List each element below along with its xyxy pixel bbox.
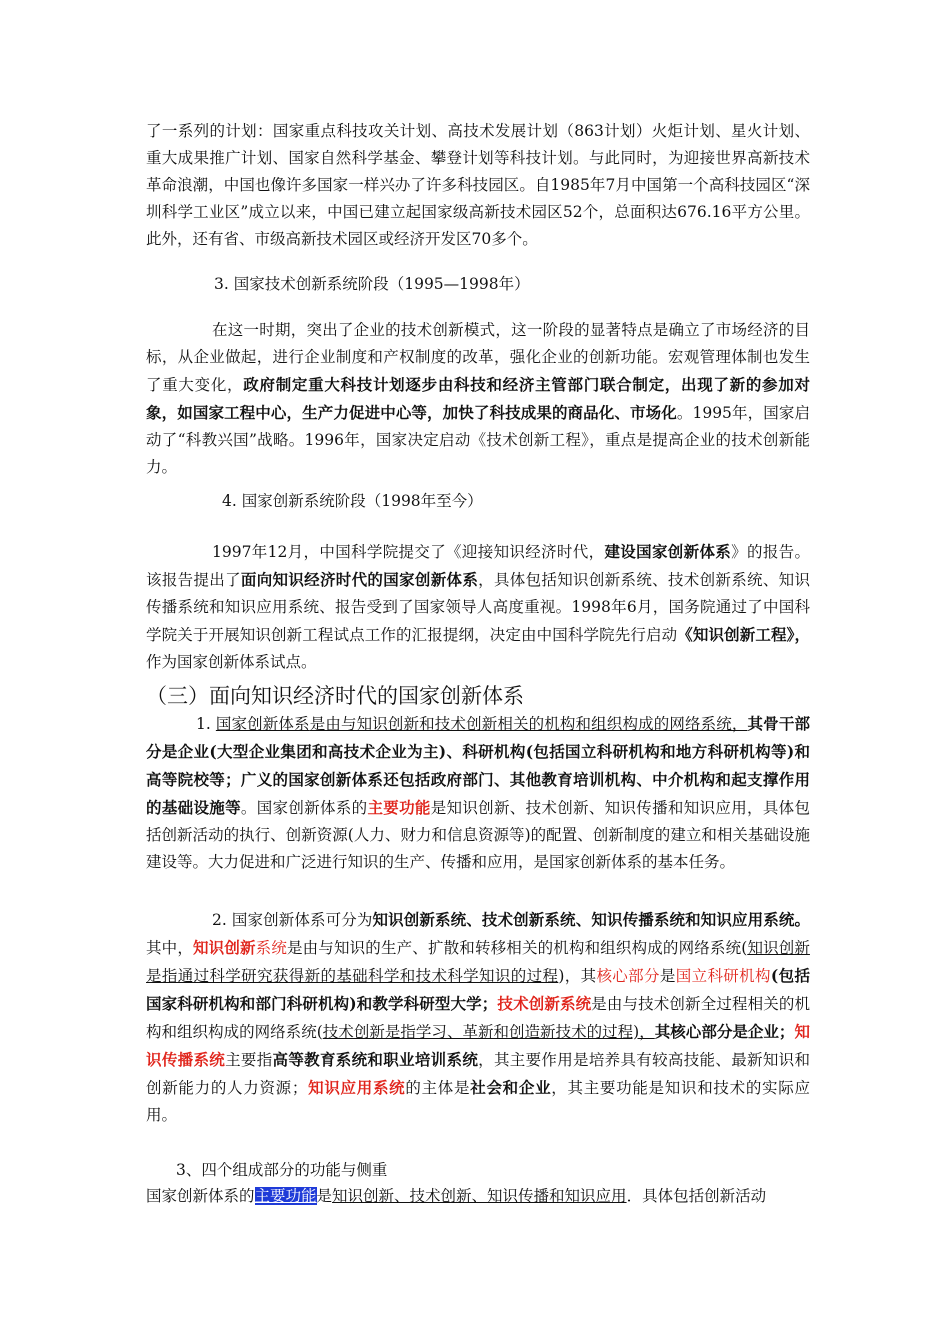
point-2-l: (包括国家科研机构和部门科研机构)和教学科研型大学；	[146, 966, 810, 1013]
paragraph-stage-4	[146, 538, 810, 676]
paragraph-plans	[146, 118, 810, 253]
point-2-o: 技术创新是指学习、革新和创造新技术的过程)，	[322, 1023, 655, 1041]
point-2-d: 知识创新	[193, 938, 256, 957]
point-1-text-a: 是由与知识创新和技术创新相关的机构和组织构成的网络系统，	[309, 715, 748, 733]
point-2-k: 国立科研机构	[675, 967, 771, 985]
stage-3-text-c: 。1995年，国家启动了“科教兴国”战略。1996年，国家决定启动《技术创新工程》，重点是提高企业的技术创新能力。	[146, 404, 810, 476]
point-2-e: 系统	[255, 939, 287, 957]
point-1-red: 主要功能	[367, 798, 431, 817]
stage-4-bold-f: 《知识创新工程》，	[677, 625, 810, 644]
paragraph-point-2	[146, 906, 810, 1129]
heading-point-3-text: 3、四个组成部分的功能与侧重	[176, 1161, 388, 1179]
point-2-f: 是由与知识的生产、扩散和转移相关的机构和组织构成的网络系统(	[286, 939, 748, 957]
stage-4-text-e: ，具体包括知识创新系统、技术创新系统、知识传播系统和知识应用系统、报告受到了国家领导人高度重视。1998年6月，国务院通过了中国科学院关于开展知识创新工程试点工作的汇报提纲，决定由中国科学院先行启动	[146, 571, 810, 644]
point-1-bold: 其骨干部分是企业(大型企业集团和高技术企业为主)、科研机构(包括国立科研机构和地方科研机构等)和高等院校等；广义的国家创新体系还包括政府部门、其他教育培训机构、中介机构和起支撑作用的基础设施等	[146, 714, 810, 817]
point-2-s: 高等教育系统和职业培训系统	[272, 1050, 479, 1069]
point-2-h: )，其	[558, 967, 597, 985]
paragraph-point-1	[146, 710, 810, 876]
point-1-text-d: 是知识创新、技术创新、知识传播和知识应用，具体包括创新活动的执行、创新资源(人力、财力和信息资源等)的配置、创新制度的建立和相关基础设施建设等。大力促进和广泛进行知识的生产、传播和应用，是国家创新体系的基本任务。	[146, 799, 810, 871]
point-2-q: 知识传播系统	[146, 1022, 810, 1069]
heading-stage-3-text: 3. 国家技术创新系统阶段（1995—1998年）	[214, 275, 530, 293]
stage-3-bold: 政府制定重大科技计划逐步由科技和经济主管部门联合制定，出现了新的参加对象，如国家工程中心，生产力促进中心等，加快了科技成果的商品化、市场化	[146, 375, 810, 422]
heading-point-3	[176, 1157, 806, 1184]
point-3-a: 国家创新体系的	[146, 1187, 255, 1205]
stage-4-bold-d: 面向知识经济时代的国家创新体系	[240, 570, 479, 589]
point-2-t: ，其主要作用是培养具有较高技能、最新知识和创新能力的人力资源；	[146, 1051, 810, 1097]
heading-stage-3	[214, 271, 814, 298]
point-2-j: 是	[659, 967, 676, 985]
point-2-u: 知识应用系统	[307, 1078, 406, 1097]
point-2-w: 社会和企业	[470, 1078, 552, 1097]
stage-4-bold-b: 建设国家创新体系	[604, 542, 732, 561]
point-2-r: 主要指	[225, 1051, 273, 1069]
paragraph-stage-3	[146, 317, 810, 481]
point-3-c: ．具体包括创新活动	[626, 1187, 767, 1205]
point-2-v: 的主体是	[405, 1079, 471, 1097]
point-1-number: 1.	[196, 715, 216, 733]
heading-stage-4-text: 4. 国家创新系统阶段（1998年至今）	[222, 492, 483, 510]
point-2-b: 知识创新系统、技术创新系统、知识传播系统和知识应用系统。	[372, 910, 810, 929]
point-2-g: 知识创新是指通过科学研究获得新的基础科学和技术科学知识的过程	[146, 939, 810, 985]
point-2-p: 其核心部分是企业；	[654, 1022, 795, 1041]
point-2-c: 其中，	[146, 939, 193, 957]
point-3-highlight: 主要功能	[254, 1187, 317, 1205]
point-3-underlined: 知识创新、技术创新、知识传播和知识应用	[332, 1187, 627, 1205]
heading-stage-4	[222, 488, 812, 515]
point-2-a: 2. 国家创新体系可分为	[212, 911, 373, 929]
section-title	[146, 682, 810, 710]
point-2-m: 技术创新系统	[497, 994, 592, 1013]
plans-text: 了一系列的计划：国家重点科技攻关计划、高技术发展计划（863计划）火炬计划、星火计划、重大成果推广计划、国家自然科学基金、攀登计划等科技计划。与此同时，为迎接世界高新技术革命浪潮，中国也像许多国家一样兴办了许多科技园区。自1985年7月中国第一个高科技园区“深圳科学工业区”成立以来，中国已建立起国家级高新技术园区52个，总面积达676.16平方公里。此外，还有省、市级高新技术园区或经济开发区70多个。	[146, 122, 810, 248]
stage-3-text-a: 在这一时期，突出了企业的技术创新模式，这一阶段的显著特点是确立了市场经济的目标，从企业做起，进行企业制度和产权制度的改革，强化企业的创新功能。宏观管理体制也发生了重大变化，	[146, 321, 810, 394]
point-1-underlined: 国家创新体系	[215, 715, 310, 733]
paragraph-point-3	[146, 1183, 810, 1210]
section-title-text: （三）面向知识经济时代的国家创新体系	[146, 684, 524, 708]
stage-4-text-g: 作为国家创新体系试点。	[146, 653, 317, 671]
stage-4-text-c: 》的报告。该报告提出了	[146, 543, 810, 589]
point-3-b: 是	[316, 1187, 333, 1205]
stage-4-text-a: 1997年12月，中国科学院提交了《迎接知识经济时代，	[212, 543, 605, 561]
point-1-text-c: 。国家创新体系的	[240, 799, 368, 817]
point-2-i: 核心部分	[596, 967, 660, 985]
point-2-x: ，其主要功能是知识和技术的实际应用。	[146, 1079, 810, 1124]
point-2-n: 是由与技术创新全过程相关的机构和组织构成的网络系统(	[146, 995, 810, 1041]
